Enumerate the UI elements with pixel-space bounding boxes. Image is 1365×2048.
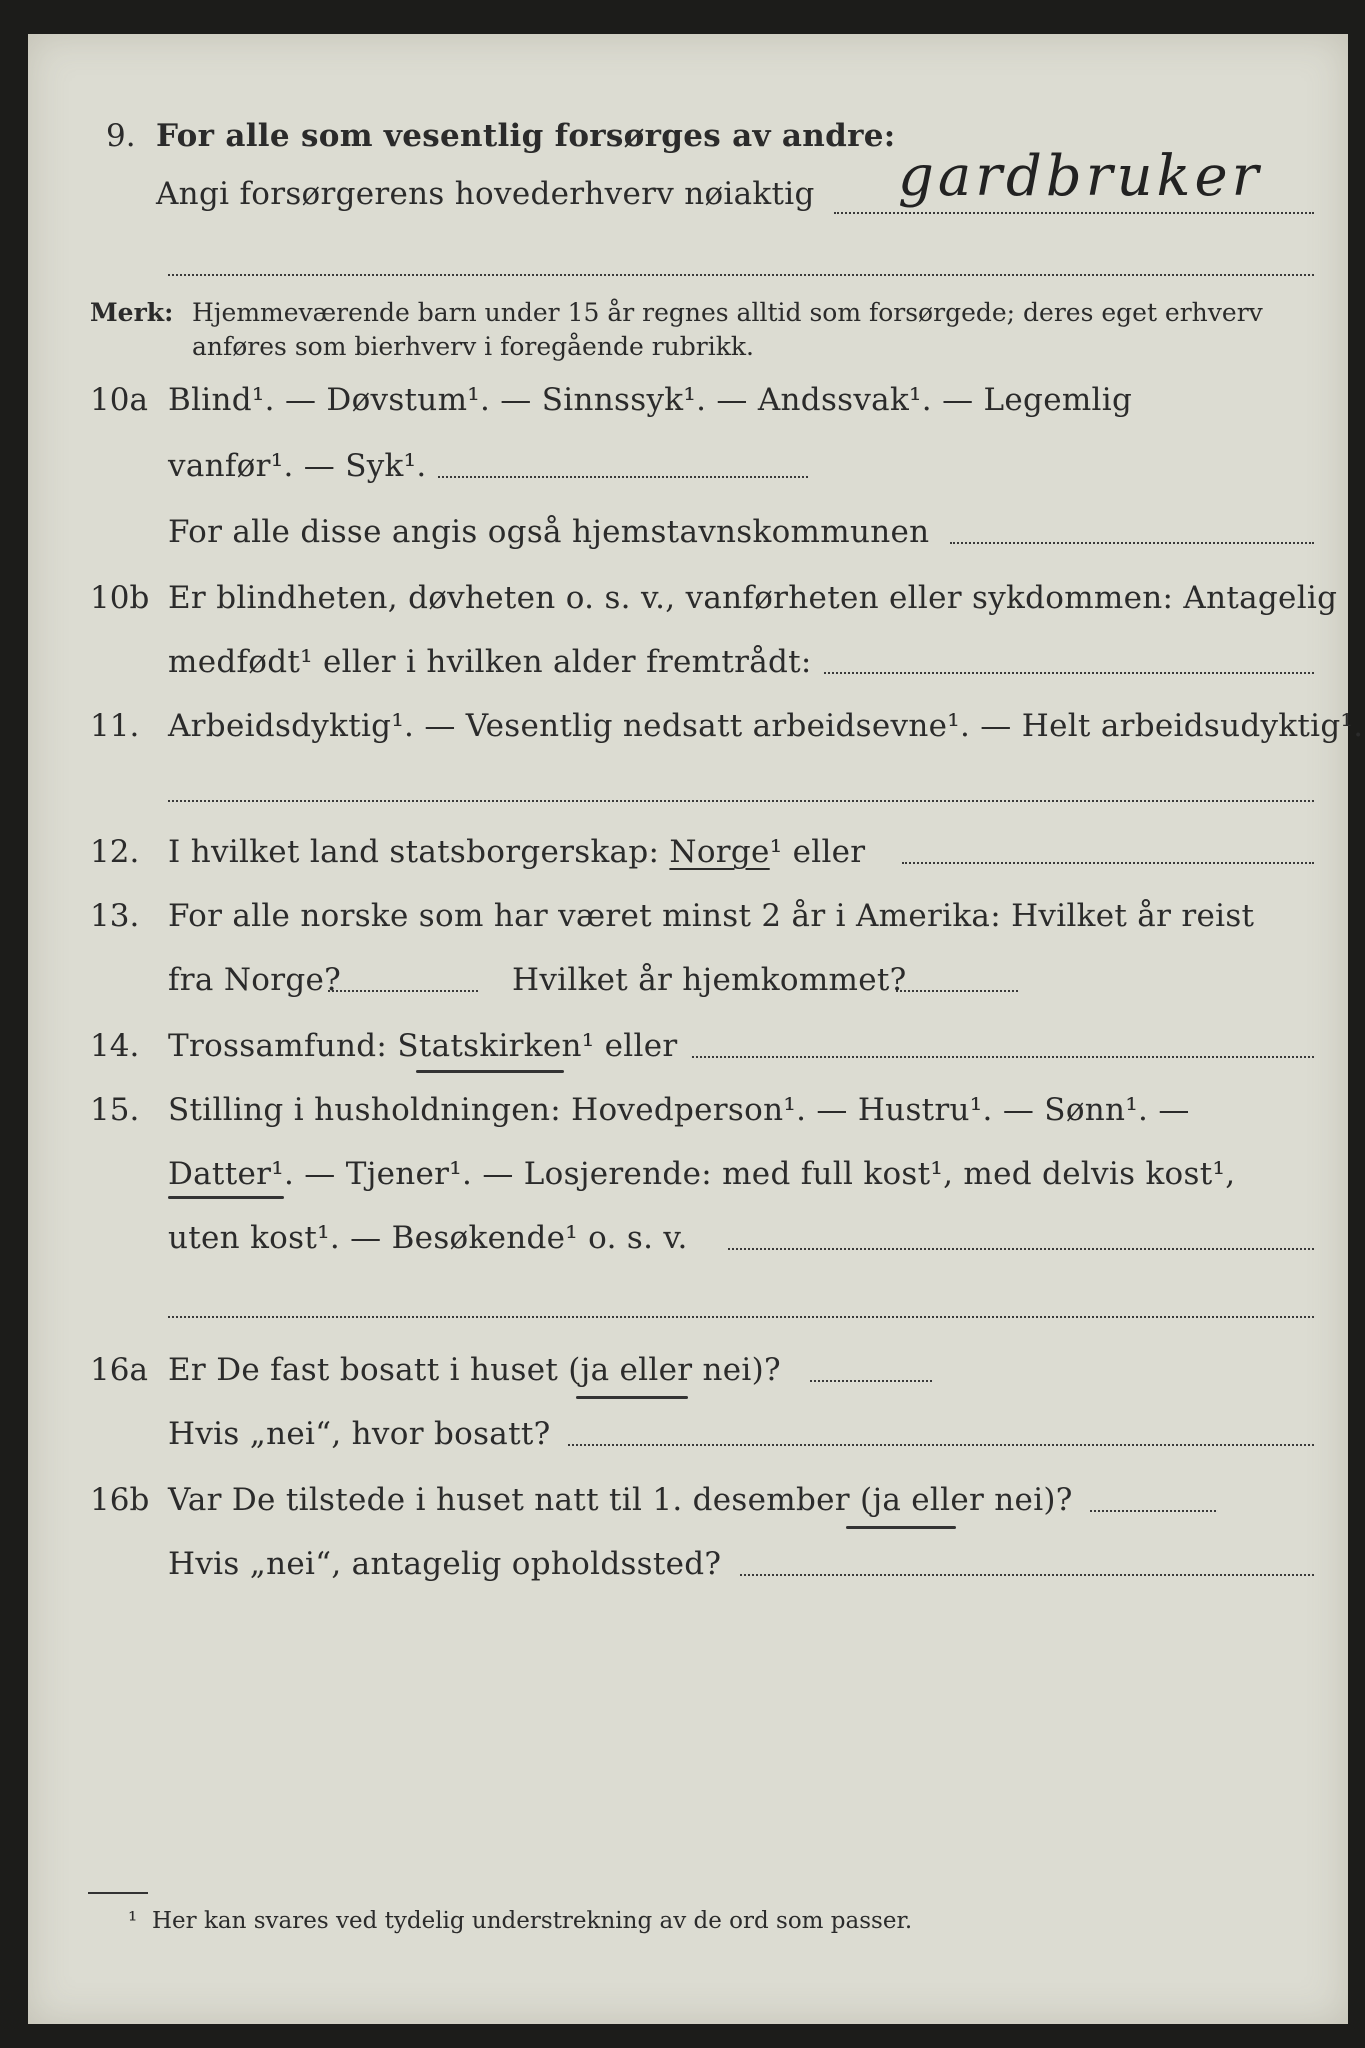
q12-answer-line xyxy=(902,862,1314,864)
q9-answer-line xyxy=(834,212,1314,214)
q10a-line2: vanfør¹. — Syk¹. xyxy=(168,448,427,484)
q10a-syk-line xyxy=(438,476,808,478)
q14-handwritten-underline xyxy=(416,1070,564,1073)
q9-extra-line xyxy=(168,274,1314,276)
q12-norge: Norge xyxy=(669,834,770,870)
q9-line1: For alle som vesentlig forsørges av andre: xyxy=(156,118,896,154)
q16a-bosatt-line xyxy=(568,1444,1314,1446)
q13-line1: For alle norske som har været minst 2 år i Amerika: Hvilket år reist xyxy=(168,898,1255,934)
q16a-number: 16a xyxy=(90,1352,148,1388)
q12-text xyxy=(168,832,865,872)
q14-prefix: Trossamfund: xyxy=(168,1028,388,1064)
q15-answer-line xyxy=(728,1248,1314,1250)
q10b-line1: Er blindheten, døvheten o. s. v., vanførheten eller sykdommen: Antagelig xyxy=(168,580,1338,616)
q10a-kommune-line xyxy=(950,542,1314,544)
q16b-line2: Hvis „nei“, antagelig opholdssted? xyxy=(168,1546,722,1582)
q16a-line1: Er De fast bosatt i huset (ja eller nei)? xyxy=(168,1352,781,1388)
q10a-line1: Blind¹. — Døvstum¹. — Sinnssyk¹. — Andssvak¹. — Legemlig xyxy=(168,382,1133,418)
q16a-line2: Hvis „nei“, hvor bosatt? xyxy=(168,1416,551,1452)
q11-number: 11. xyxy=(90,708,140,744)
q16b-line1: Var De tilstede i huset natt til 1. desember (ja eller nei)? xyxy=(168,1482,1073,1518)
footnote-rule xyxy=(88,1892,148,1894)
q16b-number: 16b xyxy=(90,1482,150,1518)
q13-line2b: Hvilket år hjemkommet? xyxy=(512,962,907,998)
q15-datter-underline xyxy=(168,1196,284,1199)
q15-line2: — Tjener¹. — Losjerende: med full kost¹, med delvis kost¹, xyxy=(304,1156,1236,1192)
merk-label: Merk: xyxy=(90,298,174,327)
q16b-ja-underline xyxy=(846,1526,956,1529)
q16b-opholdssted-line xyxy=(740,1574,1314,1576)
q16a-answer-line xyxy=(810,1380,932,1382)
q15-line2-wrap xyxy=(168,1154,1235,1194)
q13-line2a: fra Norge? xyxy=(168,962,342,998)
q10a-line3: For alle disse angis også hjemstavnskommunen xyxy=(168,514,930,550)
census-form-page xyxy=(28,34,1364,2024)
q15-datter: Datter¹. xyxy=(168,1156,295,1192)
q10b-line2: medfødt¹ eller i hvilken alder fremtrådt: xyxy=(168,644,812,680)
q10b-number: 10b xyxy=(90,580,150,616)
q9-number: 9. xyxy=(106,118,136,154)
q14-text xyxy=(168,1026,678,1066)
q11-line1: Arbeidsdyktig¹. — Vesentlig nedsatt arbeidsevne¹. — Helt arbeidsudyktig¹. xyxy=(168,708,1364,744)
q15-extra-line xyxy=(168,1316,1314,1318)
q12-suffix: ¹ eller xyxy=(769,834,866,870)
q11-answer-line xyxy=(168,800,1314,802)
q12-number: 12. xyxy=(90,834,140,870)
q16b-answer-line xyxy=(1090,1510,1216,1512)
q12-prefix: I hvilket land statsborgerskap: xyxy=(168,834,660,870)
q13-hjem-line xyxy=(896,990,1018,992)
q15-number: 15. xyxy=(90,1092,140,1128)
footnote-text: Her kan svares ved tydelig understrekning av de ord som passer. xyxy=(152,1908,913,1934)
q10a-number: 10a xyxy=(90,382,148,418)
q15-line1: Stilling i husholdningen: Hovedperson¹. — Hustru¹. — Sønn¹. — xyxy=(168,1092,1190,1128)
q14-number: 14. xyxy=(90,1028,140,1064)
q16a-ja-underline xyxy=(576,1396,688,1399)
q14-suffix: ¹ eller xyxy=(581,1028,678,1064)
q9-handwritten-answer: gardbruker xyxy=(898,144,1263,209)
q13-reist-line xyxy=(328,990,478,992)
q10b-answer-line xyxy=(824,672,1314,674)
merk-line2: anføres som bierhverv i foregående rubrikk. xyxy=(192,332,754,361)
q15-line3: uten kost¹. — Besøkende¹ o. s. v. xyxy=(168,1220,688,1256)
q14-kirke: Statskirken xyxy=(397,1028,582,1064)
q14-answer-line xyxy=(692,1056,1314,1058)
q13-number: 13. xyxy=(90,898,140,934)
footnote-mark: ¹ xyxy=(128,1908,138,1934)
q9-line2: Angi forsørgerens hovederhverv nøiaktig xyxy=(156,176,815,212)
merk-line1: Hjemmeværende barn under 15 år regnes alltid som forsørgede; deres eget erhverv xyxy=(192,298,1263,327)
